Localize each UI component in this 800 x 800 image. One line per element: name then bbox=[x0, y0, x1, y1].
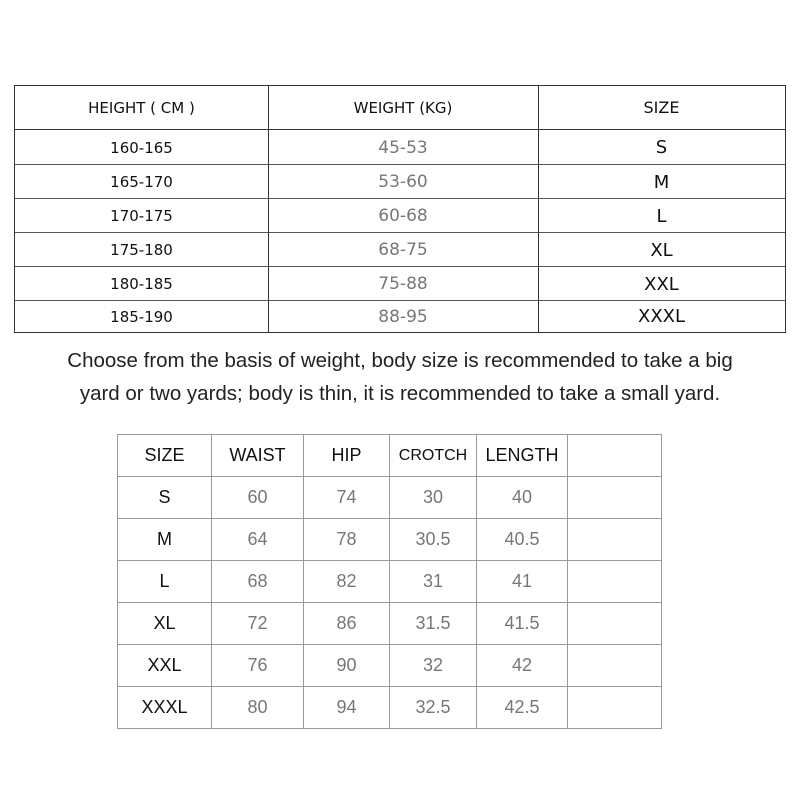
empty-cell bbox=[568, 645, 662, 687]
waist-cell: 80 bbox=[212, 687, 304, 729]
table-row bbox=[15, 266, 785, 301]
header-hip: HIP bbox=[304, 435, 390, 477]
hip-cell: 90 bbox=[304, 645, 390, 687]
table-header-row bbox=[15, 86, 785, 130]
height-cell: 170-175 bbox=[110, 207, 173, 225]
size-cell: XXXL bbox=[637, 306, 686, 327]
table-row bbox=[118, 519, 662, 561]
empty-cell bbox=[568, 519, 662, 561]
header-waist: WAIST bbox=[212, 435, 304, 477]
header-size: SIZE bbox=[643, 98, 680, 117]
size-cell: M bbox=[118, 519, 212, 561]
size-cell: XXL bbox=[118, 645, 212, 687]
weight-cell: 45-53 bbox=[378, 137, 428, 158]
height-cell: 175-180 bbox=[110, 241, 173, 259]
crotch-cell: 31 bbox=[390, 561, 477, 603]
column-divider bbox=[538, 86, 539, 332]
height-cell: 165-170 bbox=[110, 173, 173, 191]
size-cell: XXL bbox=[644, 273, 679, 295]
length-cell: 40.5 bbox=[477, 519, 568, 561]
hip-cell: 78 bbox=[304, 519, 390, 561]
table-row bbox=[15, 164, 785, 199]
length-cell: 41 bbox=[477, 561, 568, 603]
size-cell: L bbox=[118, 561, 212, 603]
empty-cell bbox=[568, 603, 662, 645]
height-cell: 180-185 bbox=[110, 275, 173, 293]
header-weight: WEIGHT (KG) bbox=[353, 98, 453, 117]
weight-cell: 75-88 bbox=[378, 274, 428, 294]
hip-cell: 86 bbox=[304, 603, 390, 645]
hip-cell: 94 bbox=[304, 687, 390, 729]
height-weight-size-table bbox=[14, 85, 786, 333]
crotch-cell: 32 bbox=[390, 645, 477, 687]
weight-cell: 68-75 bbox=[378, 240, 428, 260]
size-recommendation-note bbox=[0, 344, 800, 410]
header-height: HEIGHT ( CM ) bbox=[88, 98, 195, 117]
length-cell: 41.5 bbox=[477, 603, 568, 645]
table-row bbox=[118, 645, 662, 687]
header-empty bbox=[568, 435, 662, 477]
header-length: LENGTH bbox=[477, 435, 568, 477]
length-cell: 42 bbox=[477, 645, 568, 687]
hip-cell: 82 bbox=[304, 561, 390, 603]
column-divider bbox=[268, 86, 269, 332]
size-cell: XXXL bbox=[118, 687, 212, 729]
table-row bbox=[118, 603, 662, 645]
empty-cell bbox=[568, 687, 662, 729]
weight-cell: 53-60 bbox=[378, 172, 428, 192]
size-cell: S bbox=[118, 477, 212, 519]
size-cell: S bbox=[655, 137, 668, 158]
waist-cell: 60 bbox=[212, 477, 304, 519]
height-cell: 160-165 bbox=[110, 138, 173, 157]
header-size: SIZE bbox=[118, 435, 212, 477]
waist-cell: 72 bbox=[212, 603, 304, 645]
table-header-row bbox=[118, 435, 662, 477]
hip-cell: 74 bbox=[304, 477, 390, 519]
table-row bbox=[118, 477, 662, 519]
weight-cell: 60-68 bbox=[378, 206, 428, 226]
table-row bbox=[15, 131, 785, 164]
table-row bbox=[118, 561, 662, 603]
measurement-table bbox=[117, 434, 662, 729]
waist-cell: 76 bbox=[212, 645, 304, 687]
waist-cell: 68 bbox=[212, 561, 304, 603]
size-cell: L bbox=[656, 205, 667, 227]
size-cell: M bbox=[653, 171, 670, 193]
crotch-cell: 30 bbox=[390, 477, 477, 519]
height-cell: 185-190 bbox=[110, 307, 173, 326]
table-row bbox=[118, 687, 662, 729]
note-line-2: yard or two yards; body is thin, it is recommended to take a small yard. bbox=[79, 382, 721, 405]
note-line-1: Choose from the basis of weight, body size is recommended to take a big bbox=[67, 349, 733, 372]
table-row bbox=[15, 198, 785, 233]
crotch-cell: 32.5 bbox=[390, 687, 477, 729]
weight-cell: 88-95 bbox=[378, 306, 428, 327]
empty-cell bbox=[568, 477, 662, 519]
crotch-cell: 31.5 bbox=[390, 603, 477, 645]
table-row bbox=[15, 232, 785, 267]
table-row bbox=[15, 300, 785, 332]
header-crotch: CROTCH bbox=[390, 435, 477, 477]
empty-cell bbox=[568, 561, 662, 603]
size-cell: XL bbox=[650, 239, 673, 261]
length-cell: 42.5 bbox=[477, 687, 568, 729]
length-cell: 40 bbox=[477, 477, 568, 519]
crotch-cell: 30.5 bbox=[390, 519, 477, 561]
size-cell: XL bbox=[118, 603, 212, 645]
waist-cell: 64 bbox=[212, 519, 304, 561]
